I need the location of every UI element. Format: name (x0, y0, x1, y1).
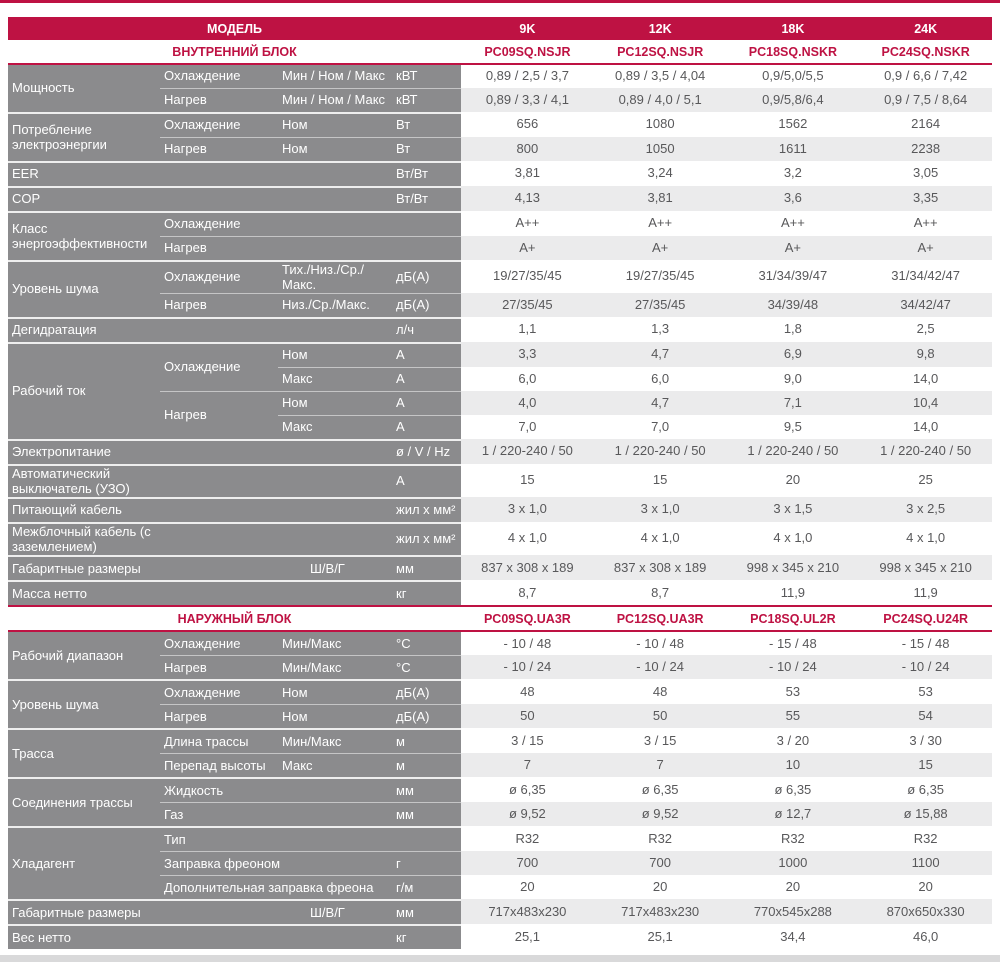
unit-cell: °C (394, 632, 461, 655)
value-cell: 14,0 (859, 415, 992, 439)
unit-cell: Вт (394, 112, 461, 137)
group-label-cell (8, 924, 394, 949)
value-cell: 4 x 1,0 (727, 522, 860, 555)
sub-label-cell: Охлаждение (160, 342, 278, 391)
value-cell: 870x650x330 (859, 899, 992, 924)
sub-label-cell: Перепад высоты (160, 753, 278, 777)
group-label-cell (8, 211, 160, 260)
value-cell: 20 (727, 875, 860, 899)
value-cell: 11,9 (727, 580, 860, 605)
sub-label-cell: Охлаждение (160, 112, 278, 137)
group-label-cell (8, 112, 160, 161)
value-cell: 7,1 (727, 391, 860, 415)
value-cell: 2238 (859, 137, 992, 161)
model-bar-row (8, 17, 992, 40)
value-cell: 1 / 220-240 / 50 (727, 439, 860, 464)
group-label-cell-text: Вес нетто (12, 929, 71, 945)
value-cell: 998 x 345 x 210 (727, 555, 860, 580)
value-cell: 6,0 (594, 367, 727, 391)
group-label-cell (8, 439, 394, 464)
value-cell: 800 (461, 137, 594, 161)
value-cell: 34,4 (727, 924, 860, 949)
value-cell: 10 (727, 753, 860, 777)
group-label-cell-text: Уровень шума (12, 281, 99, 297)
value-cell: 7,0 (461, 415, 594, 439)
spec-row (8, 342, 992, 367)
value-cell: 4,7 (594, 391, 727, 415)
unit-cell: °C (394, 655, 461, 679)
detail-label-cell: Мин/Макс (278, 655, 394, 679)
value-cell: 27/35/45 (461, 293, 594, 317)
spec-row (8, 112, 992, 137)
group-label-cell-text: COP (12, 191, 41, 207)
value-cell: 25,1 (461, 924, 594, 949)
spec-row (8, 161, 992, 186)
value-cell: 998 x 345 x 210 (859, 555, 992, 580)
group-label-cell-text: Габаритные размеры (12, 560, 141, 576)
value-cell: 3 x 1,0 (461, 497, 594, 522)
outdoor-model-name: PC12SQ.UA3R (594, 605, 727, 632)
group-label-cell-text: Уровень шума (12, 696, 99, 712)
sub-label-cell: Охлаждение (160, 65, 278, 88)
detail-label-cell: Мин/Макс (278, 632, 394, 655)
sub-label-cell: Нагрев (160, 236, 461, 260)
detail-label-cell: Ном (278, 704, 394, 728)
value-cell: 3 / 15 (594, 728, 727, 753)
outdoor-spec-table (8, 632, 992, 949)
detail-label-cell: Ш/В/Г (278, 899, 394, 924)
column-header-24k: 24K (859, 17, 992, 40)
indoor-section-head-row (8, 40, 992, 65)
detail-label-cell: Ном (278, 112, 394, 137)
value-cell: 4 x 1,0 (594, 522, 727, 555)
value-cell: 3,05 (859, 161, 992, 186)
value-cell: 46,0 (859, 924, 992, 949)
spec-row (8, 924, 992, 949)
value-cell: 2164 (859, 112, 992, 137)
value-cell: - 10 / 24 (461, 655, 594, 679)
group-label-cell (8, 522, 394, 555)
spec-row (8, 899, 992, 924)
value-cell: 1 / 220-240 / 50 (594, 439, 727, 464)
sub-label-cell: Охлаждение (160, 679, 278, 704)
indoor-model-name: PC24SQ.NSKR (859, 40, 992, 65)
value-cell: 48 (594, 679, 727, 704)
spec-row (8, 186, 992, 211)
spec-row (8, 65, 992, 88)
detail-label-cell: Тих./Низ./Ср./Макс. (278, 260, 394, 293)
value-cell: A+ (594, 236, 727, 260)
value-cell: 53 (859, 679, 992, 704)
group-label-cell (8, 65, 160, 112)
group-label-cell (8, 161, 394, 186)
value-cell: ø 15,88 (859, 802, 992, 826)
unit-cell: м (394, 728, 461, 753)
value-cell: 1100 (859, 851, 992, 875)
column-header-9k: 9K (461, 17, 594, 40)
value-cell: 6,0 (461, 367, 594, 391)
value-cell: - 15 / 48 (727, 632, 860, 655)
value-cell: 1,8 (727, 317, 860, 342)
detail-label-cell: Мин/Макс (278, 728, 394, 753)
value-cell: 4,13 (461, 186, 594, 211)
spec-row (8, 497, 992, 522)
unit-cell: А (394, 391, 461, 415)
spec-row (8, 580, 992, 605)
value-cell: 0,89 / 3,3 / 4,1 (461, 88, 594, 112)
indoor-model-name: PC18SQ.NSKR (727, 40, 860, 65)
spec-row (8, 777, 992, 802)
value-cell: ø 12,7 (727, 802, 860, 826)
spec-row (8, 555, 992, 580)
sub-label-cell: Дополнительная заправка фреона (160, 875, 394, 899)
value-cell: ø 6,35 (859, 777, 992, 802)
value-cell: 25,1 (594, 924, 727, 949)
value-cell: 1080 (594, 112, 727, 137)
group-label-cell (8, 580, 394, 605)
value-cell: 20 (461, 875, 594, 899)
bottom-accent-bar (0, 955, 1000, 962)
value-cell: 25 (859, 464, 992, 497)
outdoor-model-name: PC09SQ.UA3R (461, 605, 594, 632)
value-cell: 7 (461, 753, 594, 777)
value-cell: 700 (594, 851, 727, 875)
group-label-cell-text: Питающий кабель (12, 502, 122, 518)
detail-label-cell: Низ./Ср./Макс. (278, 293, 394, 317)
value-cell: 19/27/35/45 (461, 260, 594, 293)
value-cell: 8,7 (461, 580, 594, 605)
unit-cell: дБ(А) (394, 260, 461, 293)
detail-label-cell: Макс (278, 415, 394, 439)
value-cell: 3,2 (727, 161, 860, 186)
value-cell: ø 6,35 (594, 777, 727, 802)
indoor-spec-table (8, 65, 992, 605)
value-cell: 1 / 220-240 / 50 (859, 439, 992, 464)
value-cell: - 15 / 48 (859, 632, 992, 655)
sub-label-cell: Нагрев (160, 391, 278, 439)
detail-label-cell: Ном (278, 342, 394, 367)
value-cell: 14,0 (859, 367, 992, 391)
unit-cell: кВТ (394, 65, 461, 88)
value-cell: 8,7 (594, 580, 727, 605)
spec-row (8, 260, 992, 293)
value-cell: 11,9 (859, 580, 992, 605)
unit-cell: кг (394, 580, 461, 605)
unit-cell: мм (394, 899, 461, 924)
value-cell: 837 x 308 x 189 (461, 555, 594, 580)
value-cell: 3 / 30 (859, 728, 992, 753)
unit-cell: Вт/Вт (394, 161, 461, 186)
group-label-cell-text: Мощность (12, 80, 75, 96)
group-label-cell-text: Соединения трассы (12, 794, 133, 810)
value-cell: 0,9 / 6,6 / 7,42 (859, 65, 992, 88)
spec-row (8, 632, 992, 655)
value-cell: 19/27/35/45 (594, 260, 727, 293)
value-cell: 4 x 1,0 (461, 522, 594, 555)
value-cell: 1 / 220-240 / 50 (461, 439, 594, 464)
group-label-cell-text: Дегидратация (12, 322, 97, 338)
value-cell: 4,7 (594, 342, 727, 367)
sub-label-cell: Жидкость (160, 777, 394, 802)
group-label-cell-text: EER (12, 166, 39, 182)
value-cell: 50 (594, 704, 727, 728)
value-cell: 717x483x230 (461, 899, 594, 924)
value-cell: 0,89 / 4,0 / 5,1 (594, 88, 727, 112)
group-label-cell-text: Межблочный кабель (с заземлением) (12, 524, 151, 554)
sub-label-cell: Охлаждение (160, 260, 278, 293)
unit-cell: ø / V / Hz (394, 439, 461, 464)
spec-row (8, 826, 992, 851)
value-cell: 3 / 20 (727, 728, 860, 753)
value-cell: 1000 (727, 851, 860, 875)
unit-cell: кг (394, 924, 461, 949)
value-cell: ø 9,52 (594, 802, 727, 826)
group-label-cell-text: Потребление электроэнергии (12, 121, 107, 152)
value-cell: R32 (594, 826, 727, 851)
value-cell: 4,0 (461, 391, 594, 415)
value-cell: 9,8 (859, 342, 992, 367)
group-label-cell (8, 342, 160, 439)
value-cell: 3 x 1,5 (727, 497, 860, 522)
group-label-cell (8, 260, 160, 317)
value-cell: 50 (461, 704, 594, 728)
outdoor-model-name: PC24SQ.U24R (859, 605, 992, 632)
detail-label-cell: Макс (278, 367, 394, 391)
unit-cell: м (394, 753, 461, 777)
detail-label-cell: Ном (278, 679, 394, 704)
group-label-cell (8, 728, 160, 777)
value-cell: 53 (727, 679, 860, 704)
top-accent-line (0, 0, 1000, 3)
value-cell: 3 x 1,0 (594, 497, 727, 522)
value-cell: 1,1 (461, 317, 594, 342)
value-cell: 48 (461, 679, 594, 704)
value-cell: 700 (461, 851, 594, 875)
value-cell: A++ (461, 211, 594, 236)
unit-cell: жил х мм² (394, 522, 461, 555)
sub-label-cell: Охлаждение (160, 211, 461, 236)
detail-label-cell: Мин / Ном / Макс (278, 88, 394, 112)
value-cell: - 10 / 24 (594, 655, 727, 679)
outdoor-section-title: НАРУЖНЫЙ БЛОК (8, 605, 461, 632)
value-cell: ø 6,35 (727, 777, 860, 802)
group-label-cell-text: Трасса (12, 745, 54, 761)
value-cell: 6,9 (727, 342, 860, 367)
group-label-cell-text: Класс энергоэффективности (12, 220, 148, 251)
value-cell: A++ (727, 211, 860, 236)
group-label-cell (8, 186, 394, 211)
group-label-cell-text: Масса нетто (12, 585, 88, 601)
detail-label-cell: Макс (278, 753, 394, 777)
spec-row (8, 439, 992, 464)
sub-label-cell: Нагрев (160, 88, 278, 112)
unit-cell: жил х мм² (394, 497, 461, 522)
value-cell: 0,9/5,8/6,4 (727, 88, 860, 112)
unit-cell: г (394, 851, 461, 875)
group-label-cell (8, 679, 160, 728)
sub-label-cell: Нагрев (160, 293, 278, 317)
value-cell: A++ (594, 211, 727, 236)
value-cell: 34/42/47 (859, 293, 992, 317)
unit-cell: А (394, 415, 461, 439)
group-label-cell-text: Рабочий диапазон (12, 647, 124, 663)
value-cell: 2,5 (859, 317, 992, 342)
value-cell: 3,6 (727, 186, 860, 211)
sub-label-cell: Тип (160, 826, 461, 851)
value-cell: 20 (727, 464, 860, 497)
value-cell: 20 (859, 875, 992, 899)
value-cell: A+ (461, 236, 594, 260)
value-cell: ø 9,52 (461, 802, 594, 826)
value-cell: 0,89 / 2,5 / 3,7 (461, 65, 594, 88)
group-label-cell (8, 555, 278, 580)
value-cell: 3,24 (594, 161, 727, 186)
model-header-table (8, 17, 992, 65)
group-label-cell (8, 777, 160, 826)
value-cell: 717x483x230 (594, 899, 727, 924)
value-cell: 0,9 / 7,5 / 8,64 (859, 88, 992, 112)
value-cell: 0,9/5,0/5,5 (727, 65, 860, 88)
unit-cell: мм (394, 777, 461, 802)
value-cell: A+ (727, 236, 860, 260)
detail-label-cell: Ном (278, 391, 394, 415)
value-cell: 54 (859, 704, 992, 728)
outdoor-header-table (8, 605, 992, 632)
value-cell: ø 6,35 (461, 777, 594, 802)
unit-cell: л/ч (394, 317, 461, 342)
value-cell: 0,89 / 3,5 / 4,04 (594, 65, 727, 88)
value-cell: 7,0 (594, 415, 727, 439)
spec-row (8, 464, 992, 497)
sub-label-cell: Газ (160, 802, 394, 826)
unit-cell: Вт (394, 137, 461, 161)
unit-cell: дБ(А) (394, 704, 461, 728)
value-cell: - 10 / 48 (461, 632, 594, 655)
value-cell: - 10 / 24 (859, 655, 992, 679)
detail-label-cell: Мин / Ном / Макс (278, 65, 394, 88)
indoor-model-name: PC12SQ.NSJR (594, 40, 727, 65)
value-cell: 3 x 2,5 (859, 497, 992, 522)
model-bar-label: МОДЕЛЬ (8, 17, 461, 40)
value-cell: 3,3 (461, 342, 594, 367)
spec-row (8, 679, 992, 704)
indoor-section-title: ВНУТРЕННИЙ БЛОК (8, 40, 461, 65)
spec-row (8, 728, 992, 753)
value-cell: 20 (594, 875, 727, 899)
value-cell: 3 / 15 (461, 728, 594, 753)
indoor-model-name: PC09SQ.NSJR (461, 40, 594, 65)
sub-label-cell: Длина трассы (160, 728, 278, 753)
group-label-cell (8, 899, 278, 924)
unit-cell: дБ(А) (394, 293, 461, 317)
value-cell: 55 (727, 704, 860, 728)
unit-cell: А (394, 342, 461, 367)
column-header-12k: 12K (594, 17, 727, 40)
value-cell: - 10 / 48 (594, 632, 727, 655)
unit-cell: кВТ (394, 88, 461, 112)
spec-row (8, 522, 992, 555)
spec-row (8, 211, 992, 236)
value-cell: 15 (461, 464, 594, 497)
value-cell: 31/34/39/47 (727, 260, 860, 293)
value-cell: 3,81 (461, 161, 594, 186)
outdoor-section-head-row (8, 605, 992, 632)
outdoor-model-name: PC18SQ.UL2R (727, 605, 860, 632)
value-cell: 9,5 (727, 415, 860, 439)
value-cell: 656 (461, 112, 594, 137)
value-cell: 27/35/45 (594, 293, 727, 317)
value-cell: 15 (594, 464, 727, 497)
value-cell: 3,81 (594, 186, 727, 211)
value-cell: 1611 (727, 137, 860, 161)
value-cell: A++ (859, 211, 992, 236)
value-cell: 9,0 (727, 367, 860, 391)
group-label-cell-text: Хладагент (12, 855, 76, 871)
sub-label-cell: Нагрев (160, 137, 278, 161)
detail-label-cell: Ш/В/Г (278, 555, 394, 580)
unit-cell: А (394, 367, 461, 391)
value-cell: 1562 (727, 112, 860, 137)
value-cell: 1,3 (594, 317, 727, 342)
value-cell: 4 x 1,0 (859, 522, 992, 555)
unit-cell: Вт/Вт (394, 186, 461, 211)
value-cell: 15 (859, 753, 992, 777)
value-cell: - 10 / 24 (727, 655, 860, 679)
group-label-cell-text: Электропитание (12, 444, 111, 460)
unit-cell: мм (394, 555, 461, 580)
value-cell: 837 x 308 x 189 (594, 555, 727, 580)
group-label-cell (8, 632, 160, 679)
unit-cell: дБ(А) (394, 679, 461, 704)
value-cell: 7 (594, 753, 727, 777)
sub-label-cell: Охлаждение (160, 632, 278, 655)
column-header-18k: 18K (727, 17, 860, 40)
value-cell: R32 (859, 826, 992, 851)
value-cell: 31/34/42/47 (859, 260, 992, 293)
unit-cell: А (394, 464, 461, 497)
group-label-cell (8, 317, 394, 342)
value-cell: R32 (461, 826, 594, 851)
value-cell: 1050 (594, 137, 727, 161)
value-cell: R32 (727, 826, 860, 851)
sub-label-cell: Нагрев (160, 655, 278, 679)
value-cell: 770x545x288 (727, 899, 860, 924)
spec-row (8, 317, 992, 342)
unit-cell: г/м (394, 875, 461, 899)
value-cell: 34/39/48 (727, 293, 860, 317)
sub-label-cell: Нагрев (160, 704, 278, 728)
sub-label-cell: Заправка фреоном (160, 851, 394, 875)
group-label-cell (8, 497, 394, 522)
spec-table-content (8, 17, 992, 949)
unit-cell: мм (394, 802, 461, 826)
group-label-cell-text: Рабочий ток (12, 383, 86, 399)
group-label-cell-text: Габаритные размеры (12, 904, 141, 920)
group-label-cell (8, 826, 160, 899)
value-cell: A+ (859, 236, 992, 260)
value-cell: 3,35 (859, 186, 992, 211)
group-label-cell-text: Автоматический выключатель (УЗО) (12, 466, 130, 496)
detail-label-cell: Ном (278, 137, 394, 161)
value-cell: 10,4 (859, 391, 992, 415)
group-label-cell (8, 464, 394, 497)
